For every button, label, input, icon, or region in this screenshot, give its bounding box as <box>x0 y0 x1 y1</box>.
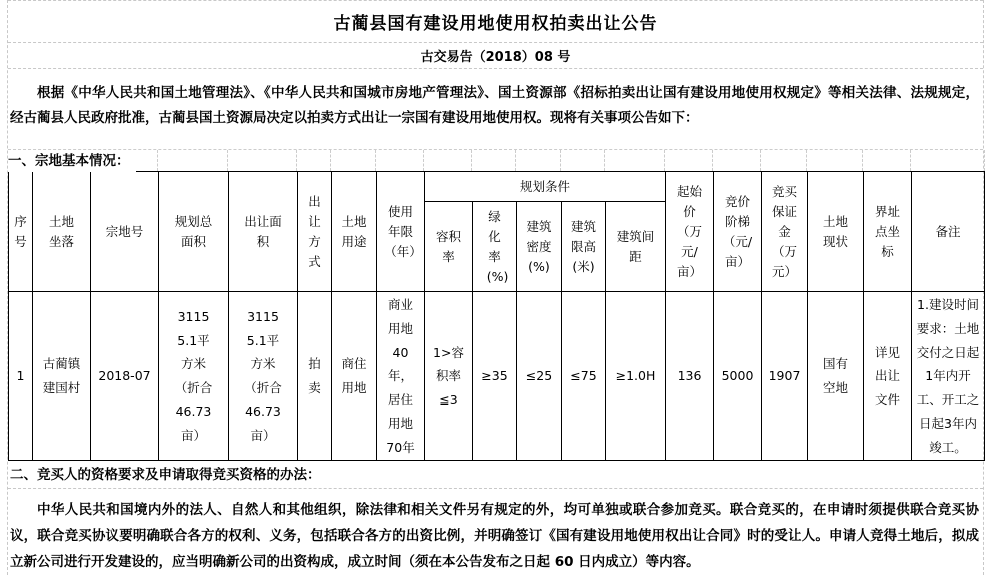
grid-cell <box>713 150 761 171</box>
grid-cell <box>376 150 424 171</box>
cell-building-density: ≤25 <box>517 292 562 461</box>
col-header-building-spacing: 建筑间距 <box>606 202 666 292</box>
grid-cell <box>331 150 376 171</box>
col-header-starting-price: 起始价（万元/亩） <box>666 172 714 292</box>
col-header-building-density: 建筑密度(%) <box>517 202 562 292</box>
grid-cell <box>807 150 863 171</box>
cell-seq: 1 <box>9 292 33 461</box>
col-header-seq: 序号 <box>9 172 33 292</box>
grid-cell <box>863 150 911 171</box>
cell-plot-ratio: 1>容积率≦3 <box>425 292 473 461</box>
grid-cell <box>472 150 516 171</box>
announcement-page <box>7 0 984 575</box>
col-header-use-term: 使用年限（年） <box>377 172 425 292</box>
cell-bid-increment: 5000 <box>714 292 762 461</box>
grid-cell <box>911 150 985 171</box>
col-header-land-status: 土地现状 <box>808 172 864 292</box>
grid-cell <box>561 150 605 171</box>
cell-starting-price: 136 <box>666 292 714 461</box>
col-header-green-rate: 绿化率(%) <box>473 202 517 292</box>
cell-transfer-area: 31155.1平方米（折合46.73亩） <box>229 292 298 461</box>
grid-cell <box>228 150 297 171</box>
col-header-height-limit: 建筑限高(米) <box>562 202 606 292</box>
col-header-bid-increment: 竞价阶梯（元/亩） <box>714 172 762 292</box>
col-header-plot-ratio: 容积率 <box>425 202 473 292</box>
cell-land-status: 国有空地 <box>808 292 864 461</box>
document-number: 古交易告（2018）08 号 <box>8 43 983 69</box>
grid-cell <box>665 150 713 171</box>
grid-cell <box>516 150 561 171</box>
grid-cell <box>158 150 228 171</box>
cell-planned-area: 31155.1平方米（折合46.73亩） <box>159 292 229 461</box>
grid-cell <box>297 150 331 171</box>
cell-use-term: 商业用地40年，居住用地70年 <box>377 292 425 461</box>
cell-height-limit: ≤75 <box>562 292 606 461</box>
cell-building-spacing: ≥1.0H <box>606 292 666 461</box>
intro-paragraph: 根据《中华人民共和国土地管理法》、《中华人民共和国城市房地产管理法》、国土资源部《招标拍卖出让国有建设用地使用权规定》等相关法律、法规规定， 经古蔺县人民政府批准，古蔺县国土资源局决定以拍卖方式出让一宗国有建设用地使用权。现将有关事项公告如下： <box>10 85 979 126</box>
section-2-body: 中华人民共和国境内外的法人、自然人和其他组织，除法律和相关文件另有规定的外，均可单独或联合参加竞买。联合竞买的，在申请时须提供联合竞买协议，联合竞买协议要明确联合各方的权利、义务，包括联合各方的出资比例，并明确签订《国有建设用地使用权出让合同》时的受让人。申请人竞得土地后，拟成立新公司进行开发建设的，应当明确新公司的出资构成，成立时间（须在本公告发布之日起 60 日内成立）等内容。 <box>10 502 979 571</box>
col-header-land-location: 土地坐落 <box>33 172 91 292</box>
col-header-deposit: 竞买保证金（万元） <box>762 172 808 292</box>
parcel-table <box>8 171 985 461</box>
col-group-planning-conditions: 规划条件 <box>425 172 666 202</box>
col-header-remarks: 备注 <box>912 172 985 292</box>
page-title: 古蔺县国有建设用地使用权拍卖出让公告 <box>8 0 983 43</box>
cell-location: 古蔺镇建国村 <box>33 292 91 461</box>
grid-cell <box>605 150 665 171</box>
section-1-heading: 一、宗地基本情况： <box>8 150 136 172</box>
cell-parcel-no: 2018-07 <box>91 292 159 461</box>
table-header-group-row <box>9 172 985 202</box>
col-header-boundary-coords: 界址点坐标 <box>864 172 912 292</box>
col-header-transfer-method: 出让方式 <box>298 172 332 292</box>
col-header-planned-area: 规划总面积 <box>159 172 229 292</box>
cell-land-use: 商住用地 <box>332 292 377 461</box>
parcel-row <box>9 292 985 461</box>
section-2-heading: 二、竞买人的资格要求及申请取得竞买资格的办法： <box>8 463 983 489</box>
grid-cell <box>424 150 472 171</box>
cell-remarks: 1.建设时间要求：土地交付之日起1年内开工、开工之日起3年内竣工。 <box>912 292 985 461</box>
cell-boundary-coords: 详见出让文件 <box>864 292 912 461</box>
cell-green-rate: ≥35 <box>473 292 517 461</box>
grid-cell <box>761 150 807 171</box>
cell-deposit: 1907 <box>762 292 808 461</box>
grid-line-strip <box>8 149 983 171</box>
col-header-transfer-area: 出让面积 <box>229 172 298 292</box>
col-header-parcel-no: 宗地号 <box>91 172 159 292</box>
col-header-land-use: 土地用途 <box>332 172 377 292</box>
cell-transfer-method: 拍卖 <box>298 292 332 461</box>
